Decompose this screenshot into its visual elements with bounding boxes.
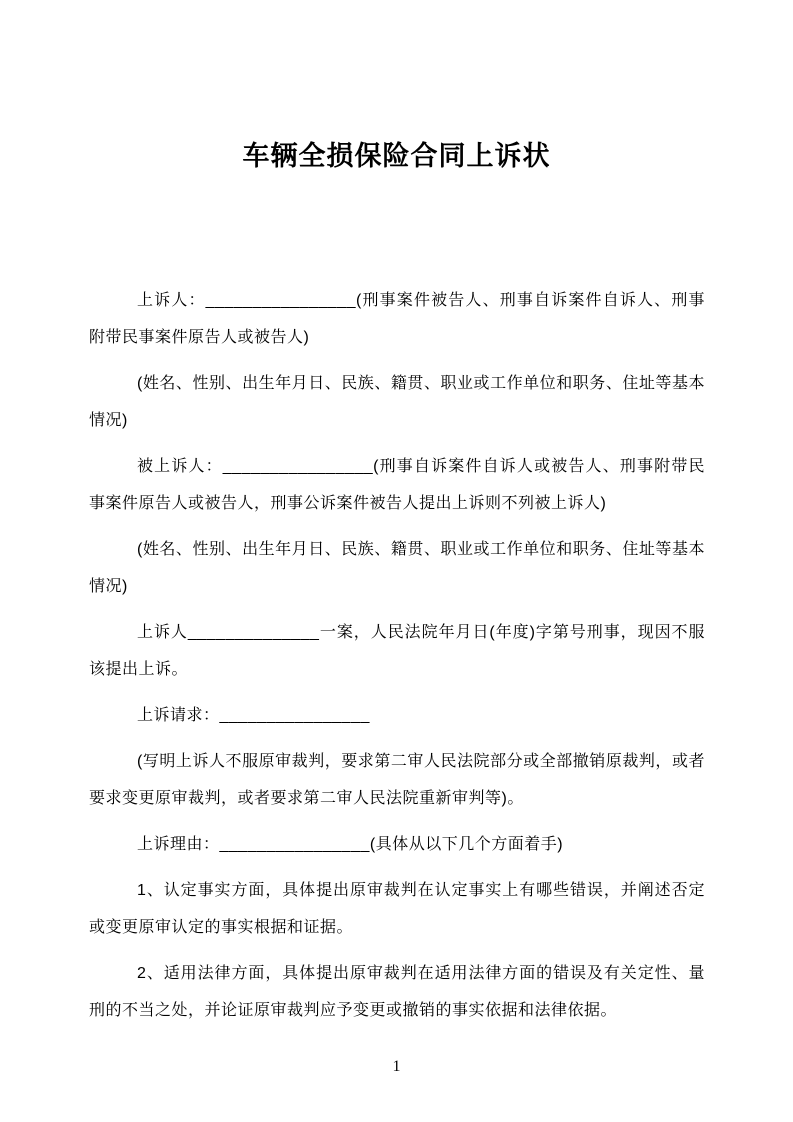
appellee-line: 被上诉人：________________(刑事自诉案件自诉人或被告人、刑事附带民事案件原告人或被告人，刑事公诉案件被告人提出上诉则不列被上诉人) [89,458,705,512]
case-statement: 上诉人______________一案，人民法院年月日(年度)字第号刑事，现因不服该提出上诉。 [89,624,705,678]
appellee-info-note: (姓名、性别、出生年月日、民族、籍贯、职业或工作单位和职务、住址等基本情况) [89,541,705,595]
page-number: 1 [392,1058,401,1075]
reason-item-2: 2、适用法律方面，具体提出原审裁判在适用法律方面的错误及有关定性、量刑的不当之处，并论证原审裁判应予变更或撤销的事实依据和法律依据。 [89,965,705,1019]
appeal-request-note: (写明上诉人不服原审裁判，要求第二审人民法院部分或全部撤销原裁判，或者要求变更原审裁判，或者要求第二审人民法院重新审判等)。 [89,753,705,807]
document-body [89,282,705,1038]
appellant-line: 上诉人：________________(刑事案件被告人、刑事自诉案件自诉人、刑事附带民事案件原告人或被告人) [89,292,705,346]
document-title: 车辆全损保险合同上诉状 [242,141,551,171]
reason-item-1: 1、认定事实方面，具体提出原审裁判在认定事实上有哪些错误，并阐述否定或变更原审认定的事实根据和证据。 [89,882,705,936]
appellant-info-note: (姓名、性别、出生年月日、民族、籍贯、职业或工作单位和职务、住址等基本情况) [89,375,705,429]
appeal-request-line: 上诉请求：________________ [137,707,370,724]
appeal-reason-line: 上诉理由：________________(具体从以下几个方面着手) [137,836,564,853]
